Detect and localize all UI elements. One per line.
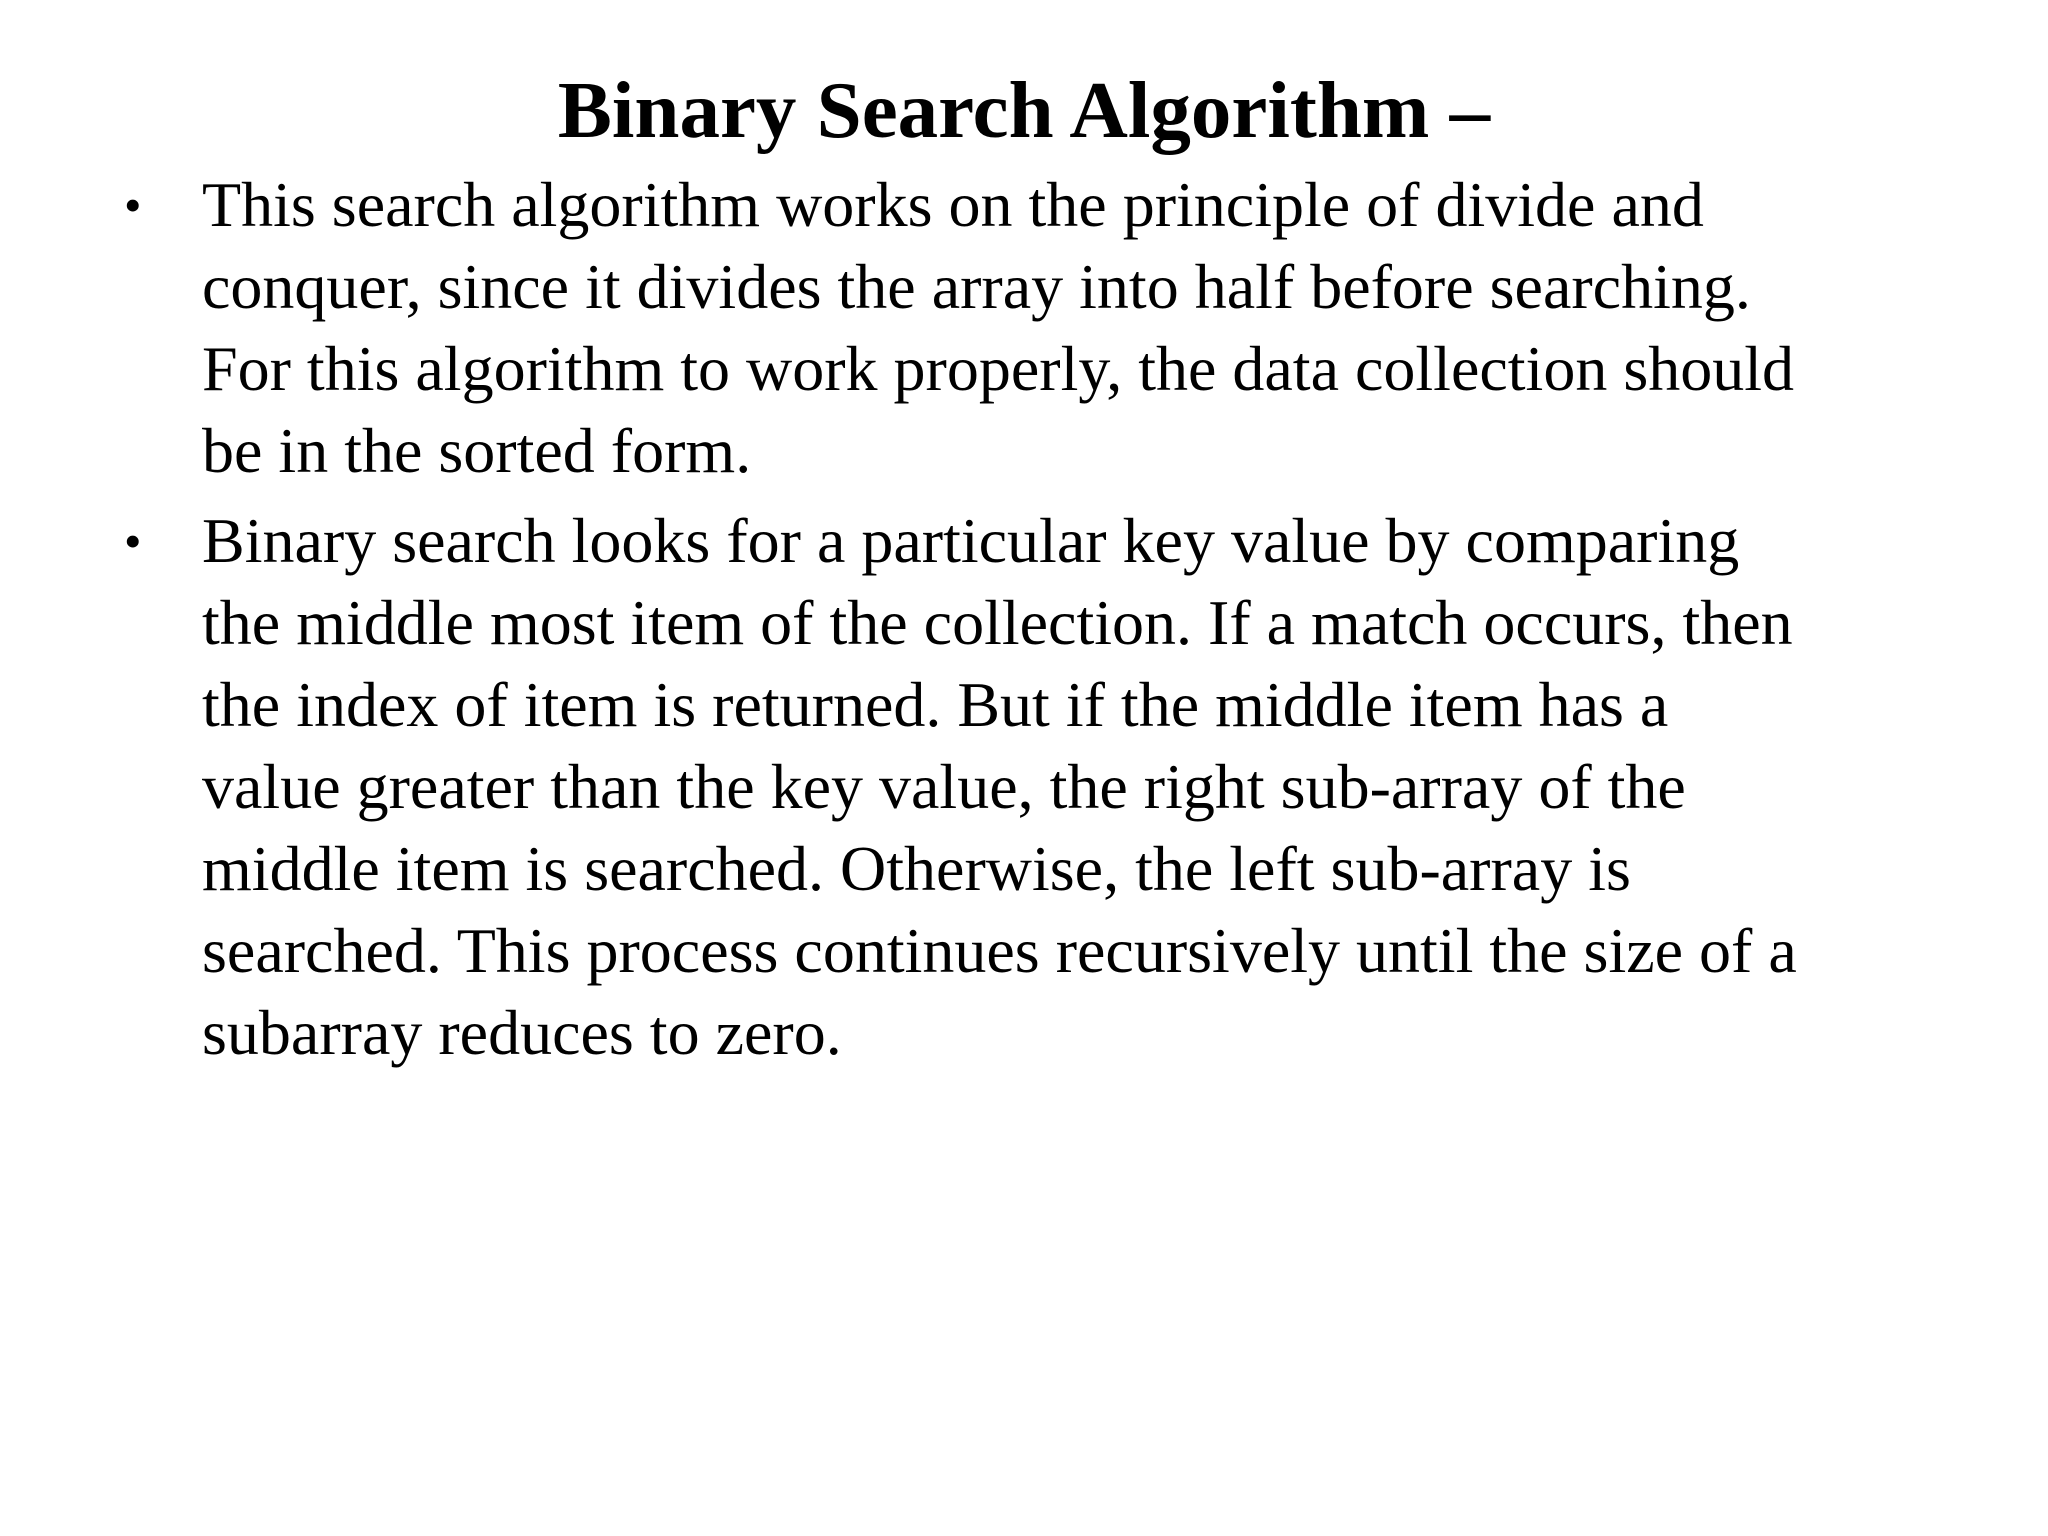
bullet-list — [0, 164, 2048, 1074]
bullet-item-divide-and-conquer — [0, 164, 2048, 492]
bullet-text: This search algorithm works on the principle of divide and conquer, since it divides the array into half before searching. For this algorithm to work properly, the data collection should be in the sorted form. — [202, 169, 1794, 486]
bullet-marker: • — [124, 177, 142, 233]
bullet-text: Binary search looks for a particular key value by comparing the middle most item of the collection. If a match occurs, then the index of item is returned. But if the middle item has a value greater than the key value, the right sub-array of the middle item is searched. Otherwise, the left sub-array is searched. This process continues recursively until the size of a subarray reduces to zero. — [202, 505, 1797, 1068]
bullet-item-search-process — [0, 500, 2048, 1074]
bullet-marker: • — [124, 513, 142, 569]
slide-title: Binary Search Algorithm – — [557, 65, 1491, 155]
